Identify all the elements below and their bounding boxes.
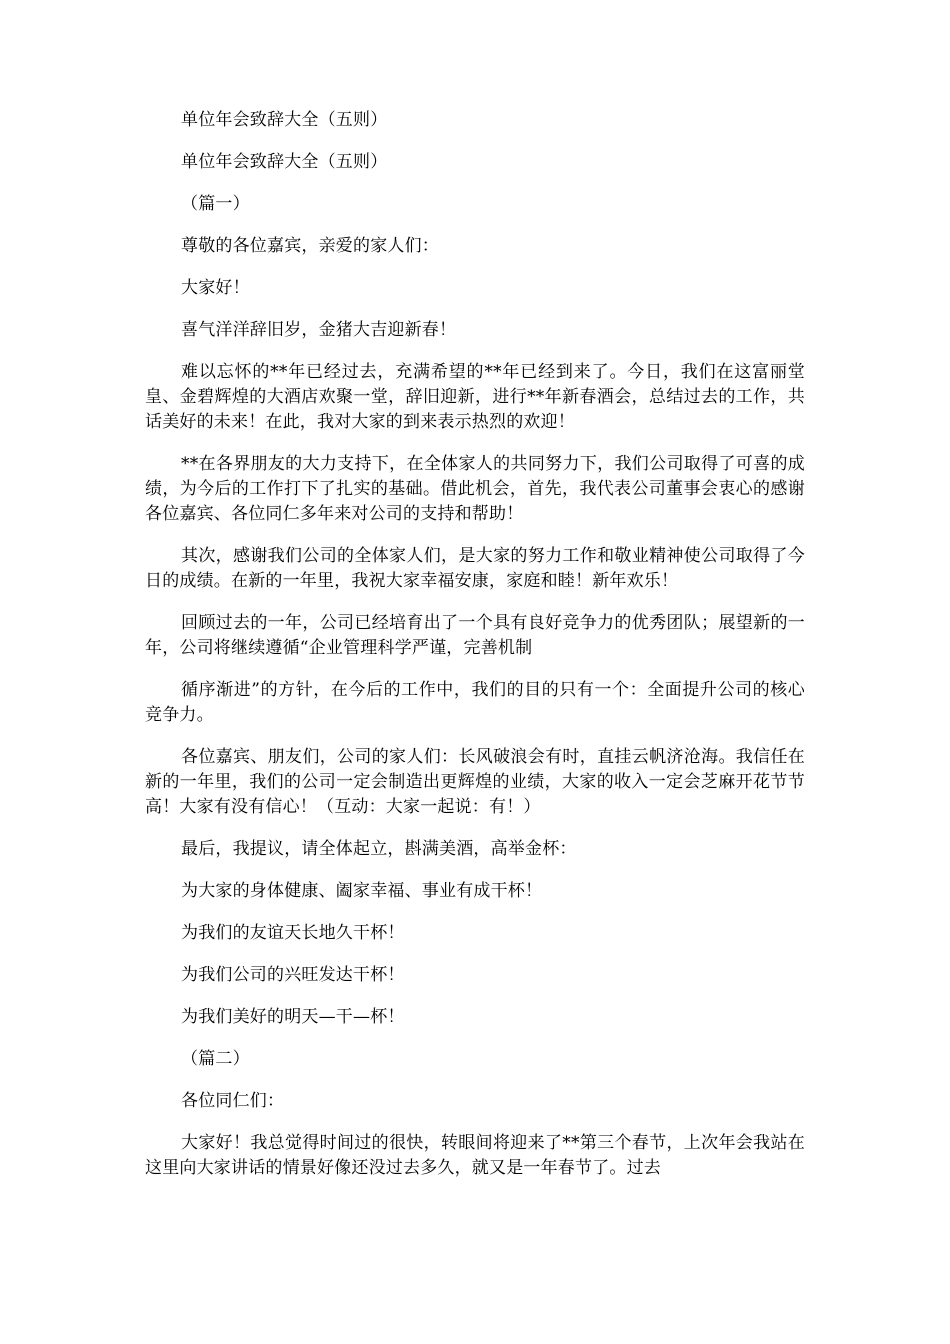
paragraph: 各位嘉宾、朋友们，公司的家人们：长风破浪会有时，直挂云帆济沧海。我信任在新的一年里，我们的公司一定会制造出更辉煌的业绩，大家的收入一定会芝麻开花节节高！大家有没有信心！（互动：大家一起说：有！） bbox=[145, 747, 805, 817]
paragraph: 为我们的友谊天长地久干杯！ bbox=[181, 923, 405, 943]
paragraph: 其次，感谢我们公司的全体家人们，是大家的努力工作和敬业精神使公司取得了今日的成绩。在新的一年里，我祝大家幸福安康，家庭和睦！新年欢乐！ bbox=[145, 546, 805, 591]
paragraph: 各位同仁们： bbox=[181, 1091, 285, 1111]
paragraph: **在各界朋友的大力支持下，在全体家人的共同努力下，我们公司取得了可喜的成绩，为今后的工作打下了扎实的基础。借此机会，首先，我代表公司董事会衷心的感谢各位嘉宾、各位同仁多年来对公司的支持和帮助！ bbox=[145, 454, 805, 524]
document-title: 单位年会致辞大全（五则） bbox=[181, 110, 388, 130]
paragraph: 为我们公司的兴旺发达干杯！ bbox=[181, 965, 405, 985]
paragraph: 喜气洋洋辞旧岁，金猪大吉迎新春！ bbox=[181, 320, 457, 340]
paragraph: 循序渐进”的方针，在今后的工作中，我们的目的只有一个：全面提升公司的核心竞争力。 bbox=[145, 680, 805, 725]
section-heading-1: （篇一） bbox=[181, 194, 250, 214]
paragraph: 为我们美好的明天—干—杯！ bbox=[181, 1007, 405, 1027]
paragraph: 回顾过去的一年，公司已经培育出了一个具有良好竞争力的优秀团队；展望新的一年，公司将继续遵循“企业管理科学严谨，完善机制 bbox=[145, 613, 805, 658]
paragraph: 难以忘怀的**年已经过去，充满希望的**年已经到来了。今日，我们在这富丽堂皇、金碧辉煌的大酒店欢聚一堂，辞旧迎新，进行**年新春酒会，总结过去的工作，共话美好的未来！在此，我对大家的到来表示热烈的欢迎！ bbox=[145, 362, 805, 432]
paragraph: 最后，我提议，请全体起立，斟满美酒，高举金杯： bbox=[181, 839, 577, 859]
paragraph: 大家好！我总觉得时间过的很快，转眼间将迎来了**第三个春节，上次年会我站在这里向大家讲话的情景好像还没过去多久，就又是一年春节了。过去 bbox=[145, 1133, 805, 1178]
paragraph: 大家好！ bbox=[181, 278, 250, 298]
paragraph: 尊敬的各位嘉宾，亲爱的家人们： bbox=[181, 236, 439, 256]
document-subtitle: 单位年会致辞大全（五则） bbox=[181, 152, 388, 172]
section-heading-2: （篇二） bbox=[181, 1049, 250, 1069]
document-body bbox=[145, 108, 805, 1198]
paragraph: 为大家的身体健康、阖家幸福、事业有成干杯！ bbox=[181, 881, 543, 901]
